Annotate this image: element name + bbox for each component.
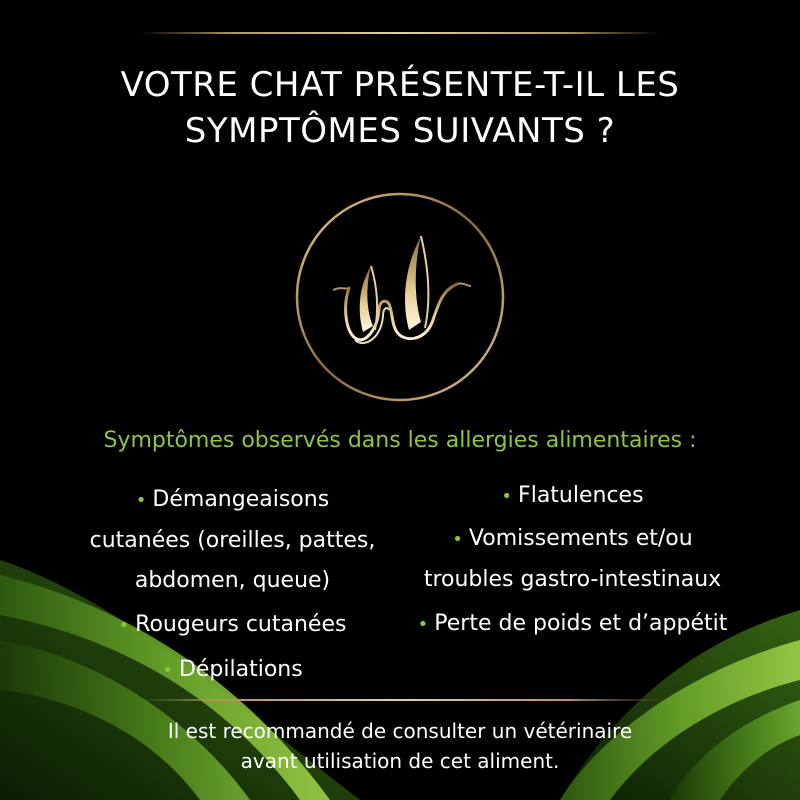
bullet-icon: • bbox=[501, 486, 513, 507]
bullet-icon: • bbox=[162, 660, 173, 681]
vet-disclaimer bbox=[40, 716, 760, 776]
title-line-2: SYMPTÔMES SUIVANTS ? bbox=[184, 111, 616, 151]
symptom-item: • Flatulences bbox=[501, 483, 644, 508]
bullet-icon: • bbox=[118, 615, 130, 636]
symptom-line: • Démangeaisons bbox=[135, 487, 330, 512]
title-line-1: VOTRE CHAT PRÉSENTE-T-IL LES bbox=[120, 65, 680, 105]
bullet-icon: • bbox=[417, 614, 429, 635]
hair-follicle-icon bbox=[293, 190, 507, 404]
symptom-line: abdomen, queue) bbox=[134, 568, 331, 593]
symptom-list-right bbox=[385, 476, 760, 645]
symptom-list-left bbox=[55, 480, 410, 691]
disclaimer-line-1: Il est recommandé de consulter un vétérinaire bbox=[167, 719, 633, 743]
bottom-divider bbox=[140, 699, 660, 701]
symptom-line: • Vomissements et/ou bbox=[452, 526, 693, 551]
symptoms-subtitle: Symptômes observés dans les allergies alimentaires : bbox=[103, 428, 697, 453]
page-title bbox=[40, 62, 760, 154]
symptom-item bbox=[55, 480, 410, 601]
symptom-item: • Perte de poids et d’appétit bbox=[417, 611, 728, 636]
top-divider bbox=[140, 32, 660, 34]
symptom-item: • Dépilations bbox=[162, 657, 303, 682]
symptom-item bbox=[385, 519, 760, 600]
symptom-line: troubles gastro-intestinaux bbox=[423, 567, 722, 592]
bullet-icon: • bbox=[452, 529, 463, 550]
symptom-item: • Rougeurs cutanées bbox=[118, 612, 347, 637]
disclaimer-line-2: avant utilisation de cet aliment. bbox=[240, 749, 560, 773]
symptom-line: cutanées (oreilles, pattes, bbox=[89, 528, 376, 553]
bullet-icon: • bbox=[135, 490, 147, 511]
